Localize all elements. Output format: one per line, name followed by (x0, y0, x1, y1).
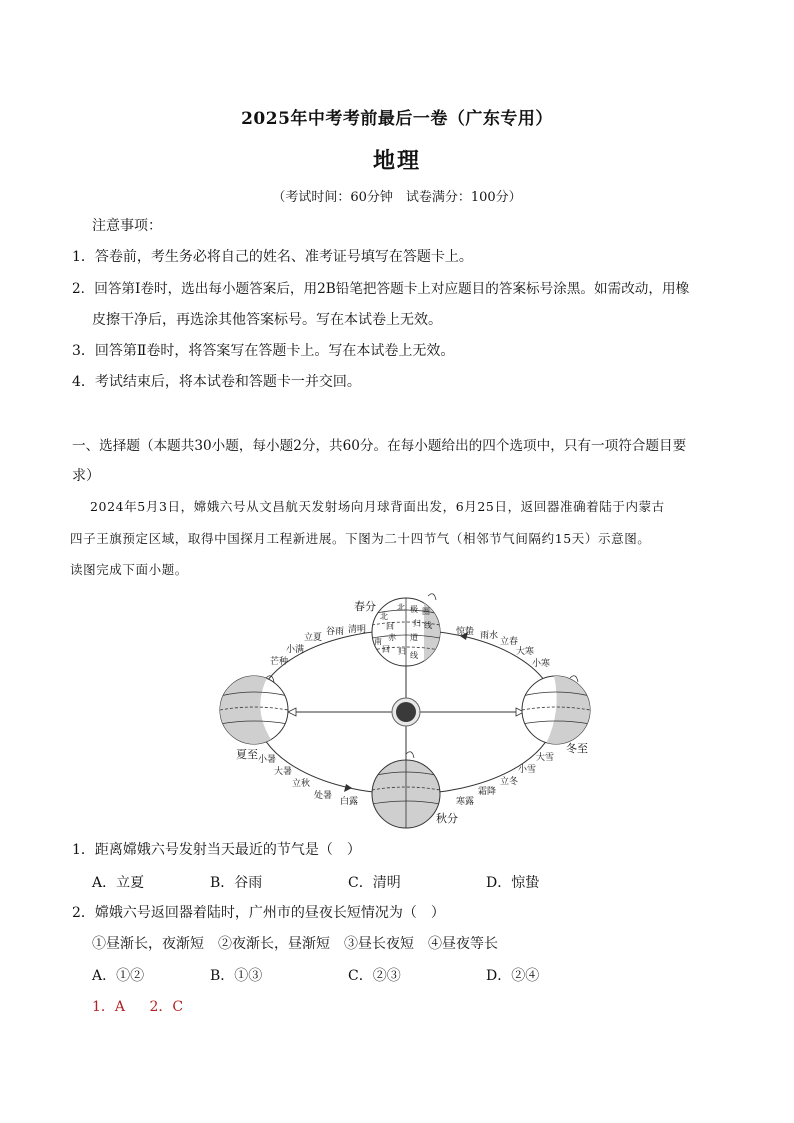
solar-term-label: 雨水 (480, 631, 499, 641)
svg-text:归: 归 (413, 619, 421, 628)
svg-text:南: 南 (374, 637, 382, 646)
note-item: 皮擦干净后，再选涂其他答案标号。写在本试卷上无效。 (92, 312, 442, 328)
rotation-arrow-icon (406, 752, 414, 758)
note-item: 1．答卷前，考生务必将自己的姓名、准考证号填写在答题卡上。 (72, 249, 473, 265)
question-choices: ①昼渐长，夜渐短 ②夜渐长，昼渐短 ③昼长夜短 ④昼夜等长 (92, 936, 498, 952)
note-item: 2．回答第Ⅰ卷时，选出每小题答案后，用2B铅笔把答题卡上对应题目的答案标号涂黑。如需改动，用橡 (72, 281, 690, 297)
question-stem: 2．嫦娥六号返回器着陆时，广州市的昼夜长短情况为（ ） (72, 905, 445, 921)
question-option[interactable]: D．惊蛰 (486, 875, 540, 891)
exam-info: （考试时间：60分钟 试卷满分：100分） (272, 190, 522, 205)
svg-text:极: 极 (410, 605, 418, 614)
arrow-head (288, 708, 296, 716)
svg-text:线: 线 (424, 621, 432, 630)
season-label: 冬至 (566, 742, 588, 755)
answer-key (92, 996, 203, 1016)
question-option[interactable]: A．①② (92, 968, 145, 984)
solar-term-label: 霜降 (478, 787, 497, 797)
solar-term-label: 大雪 (536, 753, 555, 763)
solar-term-label: 立秋 (292, 779, 311, 789)
solar-term-label: 谷雨 (326, 627, 345, 637)
question-option[interactable]: A．立夏 (92, 875, 145, 891)
material-text (70, 523, 710, 555)
material-line: 2024年5月3日，嫦娥六号从文昌航天发射场向月球背面出发，6月25日，返回器准确着陆于内蒙古 (90, 499, 665, 514)
section-heading: 一、选择题（本题共30小题，每小题2分，共60分。在每小题给出的四个选项中，只有一项符合题目要 (72, 438, 687, 454)
sun-core (396, 702, 416, 722)
solar-term-label: 芒种 (270, 657, 289, 667)
solar-term-label: 处暑 (314, 791, 333, 801)
note-item: 3．回答第Ⅱ卷时，将答案写在答题卡上。写在本试卷上无效。 (72, 343, 455, 359)
question-option[interactable]: B．谷雨 (210, 875, 263, 891)
rotation-arrow-icon (428, 594, 436, 600)
material-line: 四子王旗预定区域，取得中国探月工程新进展。下图为二十四节气（相邻节气间隔约15天）示意图。 (70, 531, 651, 546)
solar-term-label: 惊蛰 (456, 627, 475, 637)
globe-summer (220, 676, 288, 744)
svg-text:道: 道 (410, 633, 418, 642)
svg-text:北: 北 (380, 612, 388, 621)
question-option[interactable]: C．②③ (348, 968, 401, 984)
question-option[interactable]: C．清明 (348, 875, 401, 891)
season-label: 秋分 (436, 812, 458, 825)
solar-term-label: 大寒 (516, 647, 535, 657)
svg-text:回: 回 (386, 622, 394, 631)
solar-term-label: 大暑 (274, 767, 293, 777)
svg-text:线: 线 (410, 651, 418, 660)
svg-text:北: 北 (397, 603, 405, 612)
answer-item: 2．C (149, 999, 184, 1015)
svg-text:圈: 圈 (422, 607, 430, 616)
globe-winter (522, 676, 590, 744)
solar-term-label: 小寒 (532, 659, 551, 669)
material-line: 读图完成下面小题。 (70, 562, 188, 577)
question-option[interactable]: B．①③ (210, 968, 263, 984)
material-text (70, 554, 710, 586)
exam-title: 2025年中考考前最后一卷（广东专用） (241, 109, 553, 129)
solar-term-label: 清明 (348, 625, 367, 635)
solar-term-label: 立冬 (500, 777, 519, 787)
globe-autumn (372, 760, 440, 828)
solar-term-label: 寒露 (456, 797, 475, 807)
solar-term-label: 小雪 (518, 765, 537, 775)
solar-term-label: 小暑 (258, 755, 277, 765)
note-item: 4．考试结束后，将本试卷和答题卡一并交回。 (72, 374, 361, 390)
material-text (90, 491, 730, 523)
svg-text:回: 回 (382, 645, 390, 654)
solar-term-label: 立夏 (304, 633, 323, 643)
orbit-arrow-icon (344, 784, 352, 792)
season-label: 夏至 (236, 748, 258, 761)
subject-title: 地理 (372, 148, 421, 174)
solar-term-label: 立春 (500, 637, 519, 647)
answer-item: 1．A (92, 999, 126, 1015)
solar-term-label: 白露 (340, 797, 359, 807)
svg-text:赤: 赤 (388, 633, 396, 642)
solar-term-label: 小满 (286, 645, 305, 655)
notes-heading: 注意事项： (92, 218, 162, 234)
section-heading-cont: 求） (72, 468, 100, 484)
question-option[interactable]: D．②④ (486, 968, 540, 984)
solar-terms-diagram (210, 592, 600, 832)
season-label: 春分 (354, 600, 376, 613)
globe-spring (372, 592, 464, 672)
svg-text:归: 归 (398, 647, 406, 656)
question-stem: 1．距离嫦娥六号发射当天最近的节气是（ ） (72, 842, 361, 858)
